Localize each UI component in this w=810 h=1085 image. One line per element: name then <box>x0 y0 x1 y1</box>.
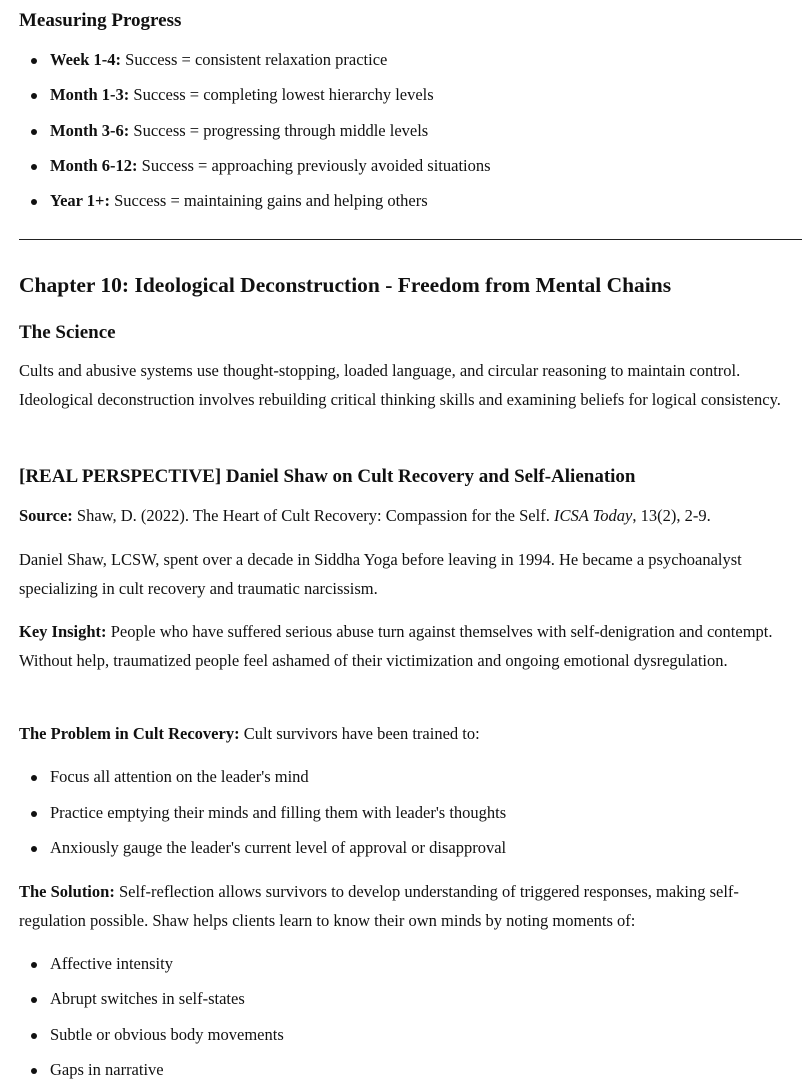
list-item: Year 1+: Success = maintaining gains and helping others <box>19 190 802 212</box>
bullet-icon <box>31 811 37 817</box>
bullet-icon <box>31 846 37 852</box>
bullet-icon <box>31 93 37 99</box>
list-item: Gaps in narrative <box>19 1059 802 1081</box>
source-citation: Source: Shaw, D. (2022). The Heart of Cult Recovery: Compassion for the Self. ICSA Today, 13(2), 2-9. <box>19 506 711 525</box>
problem-list <box>19 766 802 859</box>
problem-paragraph: The Problem in Cult Recovery: Cult survivors have been trained to: <box>19 724 480 743</box>
science-paragraph: Cults and abusive systems use thought-stopping, loaded language, and circular reasoning to maintain control. Ideological deconstruction involves rebuilding critical thinking skills and examining beliefs for logical consistency. <box>19 361 781 409</box>
bullet-icon <box>31 1068 37 1074</box>
progress-list <box>19 49 802 212</box>
list-item: Abrupt switches in self-states <box>19 988 802 1010</box>
key-insight-paragraph: Key Insight: People who have suffered serious abuse turn against themselves with self-denigration and contempt. Without help, traumatized people feel ashamed of their victimization and ongoing emotional dysregulation. <box>19 622 773 670</box>
list-item: Month 1-3: Success = completing lowest hierarchy levels <box>19 84 802 106</box>
list-item: Week 1-4: Success = consistent relaxation practice <box>19 49 802 71</box>
perspective-heading: [REAL PERSPECTIVE] Daniel Shaw on Cult Recovery and Self-Alienation <box>19 466 636 487</box>
bullet-icon <box>31 129 37 135</box>
bio-paragraph: Daniel Shaw, LCSW, spent over a decade in Siddha Yoga before leaving in 1994. He became a psychoanalyst specializing in cult recovery and traumatic narcissism. <box>19 550 742 598</box>
list-item: Focus all attention on the leader's mind <box>19 766 802 788</box>
journal-title: ICSA Today <box>553 506 633 525</box>
bullet-icon <box>31 58 37 64</box>
section-divider <box>19 239 802 240</box>
science-heading: The Science <box>19 322 116 343</box>
solution-list <box>19 953 802 1081</box>
list-item: Month 6-12: Success = approaching previously avoided situations <box>19 155 802 177</box>
list-item: Subtle or obvious body movements <box>19 1024 802 1046</box>
chapter-title: Chapter 10: Ideological Deconstruction - Freedom from Mental Chains <box>19 273 672 297</box>
solution-paragraph: The Solution: Self-reflection allows survivors to develop understanding of triggered responses, making self-regulation possible. Shaw helps clients learn to know their own minds by noting moments of: <box>19 882 739 930</box>
list-item: Month 3-6: Success = progressing through middle levels <box>19 120 802 142</box>
list-item: Anxiously gauge the leader's current level of approval or disapproval <box>19 837 802 859</box>
measuring-progress-heading: Measuring Progress <box>19 10 182 31</box>
bullet-icon <box>31 1033 37 1039</box>
bullet-icon <box>31 997 37 1003</box>
bullet-icon <box>31 775 37 781</box>
list-item: Affective intensity <box>19 953 802 975</box>
bullet-icon <box>31 962 37 968</box>
bullet-icon <box>31 164 37 170</box>
bullet-icon <box>31 199 37 205</box>
list-item: Practice emptying their minds and filling them with leader's thoughts <box>19 802 802 824</box>
